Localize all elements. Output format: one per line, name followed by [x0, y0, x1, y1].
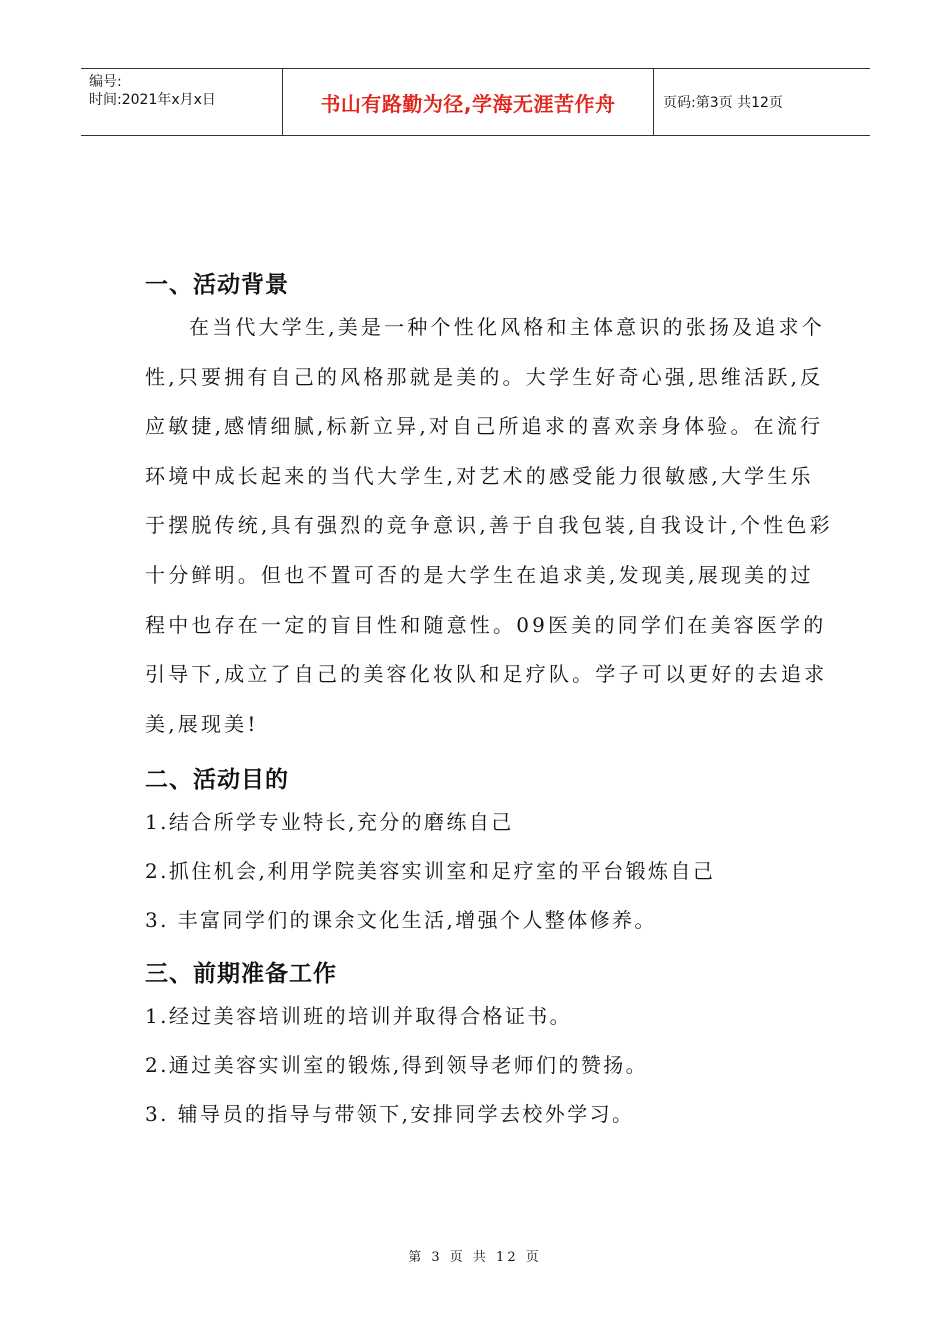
- header-motto-cell: [282, 69, 654, 135]
- section-title-purpose: 二、活动目的: [145, 767, 289, 794]
- time-label: 时间:2021年x月x日: [89, 92, 216, 108]
- header-meta: [81, 69, 282, 135]
- motto-text: 书山有路勤为径,学海无涯苦作舟: [320, 91, 616, 116]
- document-header: [81, 68, 870, 136]
- page-info: 页码:第3页 共12页: [663, 95, 783, 111]
- document-body: [145, 266, 835, 1139]
- number-label: 编号:: [89, 74, 122, 90]
- purpose-item: 3. 丰富同学们的课余文化生活,增强个人整体修养。: [145, 908, 657, 933]
- background-paragraph: 在当代大学生,美是一种个性化风格和主体意识的张扬及追求个性,只要拥有自己的风格那就是美的。大学生好奇心强,思维活跃,反应敏捷,感情细腻,标新立异,对自己所追求的喜欢亲身体验。在流行环境中成长起来的当代大学生,对艺术的感受能力很敏感,大学生乐于摆脱传统,具有强烈的竞争意识,善于自我包装,自我设计,个性色彩十分鲜明。但也不置可否的是大学生在追求美,发现美,展现美的过程中也存在一定的盲目性和随意性。09医美的同学们在美容医学的引导下,成立了自己的美容化妆队和足疗队。学子可以更好的去追求美,展现美!: [145, 315, 833, 736]
- preparation-item: 3. 辅导员的指导与带领下,安排同学去校外学习。: [145, 1102, 635, 1127]
- section-title-preparation: 三、前期准备工作: [145, 961, 337, 988]
- section-title-background: 一、活动背景: [145, 272, 289, 298]
- purpose-item: 2.抓住机会,利用学院美容实训室和足疗室的平台锻炼自己: [145, 859, 716, 884]
- header-page-cell: [654, 69, 870, 135]
- purpose-item: 1.结合所学专业特长,充分的磨练自己: [145, 810, 514, 835]
- page-footer: 第 3 页 共 12 页: [408, 1250, 542, 1265]
- preparation-item: 2.通过美容实训室的锻炼,得到领导老师们的赞扬。: [145, 1053, 649, 1078]
- preparation-item: 1.经过美容培训班的培训并取得合格证书。: [145, 1004, 573, 1029]
